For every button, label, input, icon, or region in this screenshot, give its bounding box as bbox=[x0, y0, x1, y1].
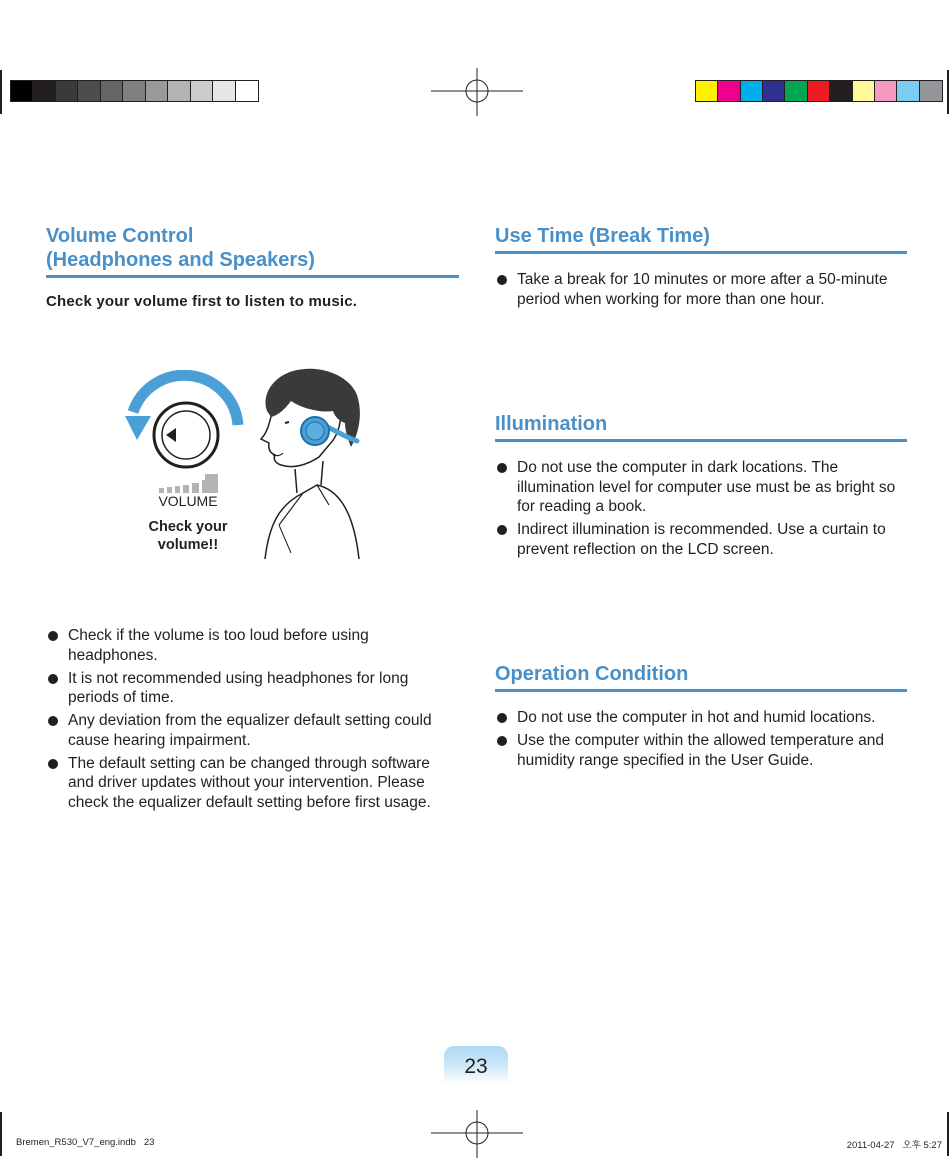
use-time-title: Use Time (Break Time) bbox=[495, 225, 710, 247]
gray-swatch bbox=[146, 81, 168, 101]
color-swatch bbox=[920, 81, 942, 101]
person-with-headphones-icon bbox=[255, 365, 365, 561]
color-swatch bbox=[718, 81, 740, 101]
volume-intro: Check your volume first to listen to music. bbox=[46, 293, 358, 310]
volume-bullet-3: Any deviation from the equalizer default setting could cause hearing impairment. bbox=[46, 711, 450, 750]
gray-swatch bbox=[78, 81, 100, 101]
gray-swatch bbox=[236, 81, 258, 101]
color-swatch bbox=[875, 81, 897, 101]
registration-mark-bottom bbox=[431, 1110, 523, 1158]
crop-mark-left-top bbox=[0, 70, 2, 114]
gray-swatch bbox=[33, 81, 55, 101]
volume-bullet-1: Check if the volume is too loud before using headphones. bbox=[46, 626, 450, 665]
color-swatch bbox=[785, 81, 807, 101]
illumination-bullet-2: Indirect illumination is recommended. Use a curtain to prevent reflection on the LCD screen. bbox=[495, 520, 907, 559]
illumination-title-rule bbox=[495, 439, 907, 442]
gray-swatch bbox=[56, 81, 78, 101]
gray-swatch bbox=[213, 81, 235, 101]
volume-knob-label: VOLUME bbox=[158, 493, 218, 509]
volume-caption bbox=[128, 519, 248, 554]
use-time-bullet-1: Take a break for 10 minutes or more after a 50-minute period when working for more than one hour. bbox=[495, 270, 907, 309]
operation-title: Operation Condition bbox=[495, 663, 689, 685]
illumination-bullet-list bbox=[495, 458, 907, 563]
color-swatch bbox=[696, 81, 718, 101]
volume-bullet-4: The default setting can be changed through software and driver updates without your intervention. Please check the equalizer default setting before first usage. bbox=[46, 754, 450, 813]
gray-swatch bbox=[11, 81, 33, 101]
color-swatch bbox=[741, 81, 763, 101]
process-color-bar bbox=[695, 80, 943, 102]
volume-caption-line2: volume!! bbox=[157, 536, 219, 553]
volume-title-line2: (Headphones and Speakers) bbox=[46, 249, 315, 271]
volume-bullet-2: It is not recommended using headphones for long periods of time. bbox=[46, 669, 450, 708]
operation-title-rule bbox=[495, 689, 907, 692]
gray-ramp-color-bar bbox=[10, 80, 259, 102]
use-time-title-rule bbox=[495, 251, 907, 254]
color-swatch bbox=[897, 81, 919, 101]
operation-bullet-2: Use the computer within the allowed temperature and humidity range specified in the User Guide. bbox=[495, 731, 907, 770]
illumination-bullet-1: Do not use the computer in dark locations. The illumination level for computer use must be as bright so for reading a book. bbox=[495, 458, 907, 517]
gray-swatch bbox=[191, 81, 213, 101]
color-swatch bbox=[830, 81, 852, 101]
volume-knob-icon bbox=[120, 370, 250, 510]
crop-mark-right-top bbox=[947, 70, 949, 114]
volume-caption-line1: Check your bbox=[148, 519, 228, 535]
color-swatch bbox=[853, 81, 875, 101]
registration-mark-top bbox=[431, 68, 523, 116]
color-swatch bbox=[763, 81, 785, 101]
page-number: 23 bbox=[444, 1046, 508, 1084]
volume-title-line1: Volume Control bbox=[46, 225, 194, 247]
operation-bullet-1: Do not use the computer in hot and humid locations. bbox=[495, 708, 907, 728]
crop-mark-left-bottom bbox=[0, 1112, 2, 1156]
illumination-title: Illumination bbox=[495, 413, 608, 435]
gray-swatch bbox=[168, 81, 190, 101]
use-time-bullet-list bbox=[495, 270, 907, 313]
gray-swatch bbox=[123, 81, 145, 101]
footer-file-name: Bremen_R530_V7_eng.indb 23 bbox=[16, 1137, 155, 1148]
gray-swatch bbox=[101, 81, 123, 101]
volume-title-rule bbox=[46, 275, 459, 278]
crop-mark-right-bottom bbox=[947, 1112, 949, 1156]
volume-bullet-list bbox=[46, 626, 450, 816]
operation-bullet-list bbox=[495, 708, 907, 774]
footer-date: 2011-04-27 오후 5:27 bbox=[846, 1140, 942, 1151]
color-swatch bbox=[808, 81, 830, 101]
volume-section-title bbox=[46, 224, 466, 272]
